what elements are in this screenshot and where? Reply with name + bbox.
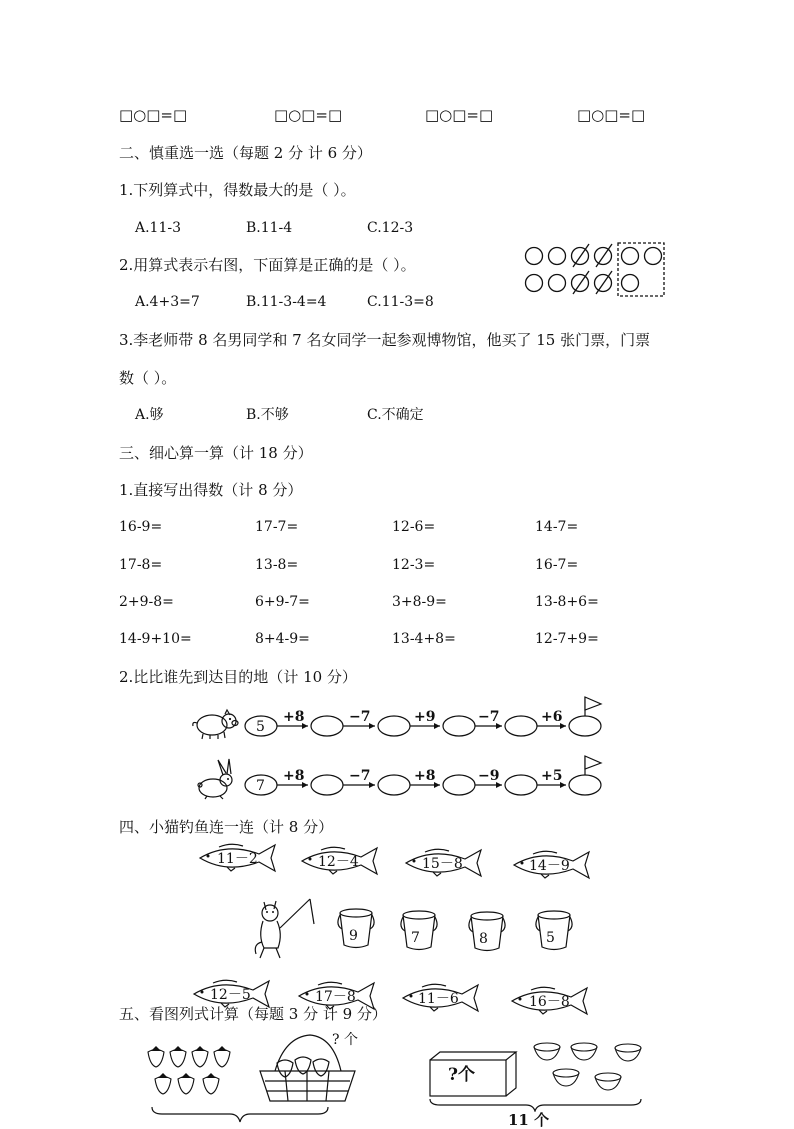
section5-heading: 五、看图列式计算（每题 3 分 计 9 分） bbox=[119, 1005, 387, 1023]
fish-label: 12－4 bbox=[318, 854, 359, 870]
q1-option-c: C.12-3 bbox=[367, 220, 414, 236]
rabbit-icon bbox=[193, 758, 237, 800]
section3-sub1: 1.直接写出得数（计 8 分） bbox=[119, 481, 303, 499]
calc-cell: 12-7+9= bbox=[535, 631, 599, 647]
race-op: +8 bbox=[283, 709, 305, 725]
section2-heading: 二、慎重选一选（每题 2 分 计 6 分） bbox=[119, 144, 372, 162]
fish-label: 15－8 bbox=[422, 856, 463, 872]
race-op: +9 bbox=[414, 709, 436, 725]
fish-label: 17－8 bbox=[315, 989, 356, 1005]
calc-cell: 13-8+6= bbox=[535, 594, 599, 610]
calc-cell: 8+4-9= bbox=[255, 631, 310, 647]
left-question-label: ? 个 bbox=[332, 1032, 358, 1048]
fish-label: 12－5 bbox=[210, 987, 251, 1003]
blank-equation-1: □○□=□ bbox=[119, 106, 188, 124]
calc-cell: 12-6= bbox=[392, 519, 436, 535]
blank-equation-3: □○□=□ bbox=[425, 106, 494, 124]
calc-cell: 16-9= bbox=[119, 519, 163, 535]
fish-label: 16－8 bbox=[529, 994, 570, 1010]
bucket-label: 8 bbox=[479, 931, 488, 947]
race-op: −9 bbox=[478, 768, 500, 784]
q1-option-a: A.11-3 bbox=[135, 220, 182, 236]
fish-label: 11－2 bbox=[217, 851, 258, 867]
blank-equation-2: □○□=□ bbox=[274, 106, 343, 124]
race-op: +5 bbox=[541, 768, 563, 784]
q2-text: 2.用算式表示右图，下面算是正确的是（ ）。 bbox=[119, 256, 416, 274]
blank-equation-4: □○□=□ bbox=[577, 106, 646, 124]
circles-figure bbox=[520, 240, 670, 300]
bottom-total-label: 11 个 bbox=[508, 1111, 550, 1129]
cat-fishing-icon bbox=[250, 896, 320, 962]
calc-cell: 17-7= bbox=[255, 519, 299, 535]
bucket-label: 9 bbox=[349, 928, 358, 944]
section4-heading: 四、小猫钓鱼连一连（计 8 分） bbox=[119, 818, 334, 836]
q3-option-b: B.不够 bbox=[246, 407, 289, 423]
race-op: −7 bbox=[478, 709, 500, 725]
race-start-value: 7 bbox=[256, 778, 265, 794]
pig-icon bbox=[190, 708, 242, 740]
calc-cell: 13-4+8= bbox=[392, 631, 456, 647]
race-op: +6 bbox=[541, 709, 563, 725]
fish-label: 11－6 bbox=[418, 991, 459, 1007]
section3-sub2: 2.比比谁先到达目的地（计 10 分） bbox=[119, 668, 357, 686]
calc-cell: 6+9-7= bbox=[255, 594, 310, 610]
q1-text: 1.下列算式中，得数最大的是（ ）。 bbox=[119, 181, 356, 199]
q3-text-line1: 3.李老师带 8 名男同学和 7 名女同学一起参观博物馆，他买了 15 张门票，门票 bbox=[119, 331, 651, 349]
race-start-value: 5 bbox=[256, 719, 265, 735]
brace-left bbox=[150, 1106, 330, 1123]
box-label: ?个 bbox=[448, 1065, 475, 1085]
race-op: +8 bbox=[414, 768, 436, 784]
bucket-label: 5 bbox=[546, 930, 555, 946]
calc-cell: 2+9-8= bbox=[119, 594, 174, 610]
calc-cell: 17-8= bbox=[119, 557, 163, 573]
race-op: +8 bbox=[283, 768, 305, 784]
calc-cell: 14-9+10= bbox=[119, 631, 192, 647]
calc-cell: 14-7= bbox=[535, 519, 579, 535]
section3-heading: 三、细心算一算（计 18 分） bbox=[119, 444, 313, 462]
race-op: −7 bbox=[349, 709, 371, 725]
q2-option-c: C.11-3=8 bbox=[367, 294, 434, 310]
race-op: −7 bbox=[349, 768, 371, 784]
calc-cell: 13-8= bbox=[255, 557, 299, 573]
bowls-icon bbox=[532, 1040, 650, 1098]
brace-right bbox=[428, 1098, 643, 1112]
q3-option-c: C.不确定 bbox=[367, 407, 424, 423]
fish-label: 14－9 bbox=[529, 858, 570, 874]
q2-option-a: A.4+3=7 bbox=[135, 294, 200, 310]
strawberries-icon bbox=[145, 1045, 237, 1105]
q2-option-b: B.11-3-4=4 bbox=[246, 294, 327, 310]
q3-text-line2: 数（ ）。 bbox=[119, 369, 177, 387]
calc-cell: 16-7= bbox=[535, 557, 579, 573]
q1-option-b: B.11-4 bbox=[246, 220, 293, 236]
calc-cell: 12-3= bbox=[392, 557, 436, 573]
calc-cell: 3+8-9= bbox=[392, 594, 447, 610]
q3-option-a: A.够 bbox=[135, 407, 164, 423]
bucket-label: 7 bbox=[411, 930, 420, 946]
